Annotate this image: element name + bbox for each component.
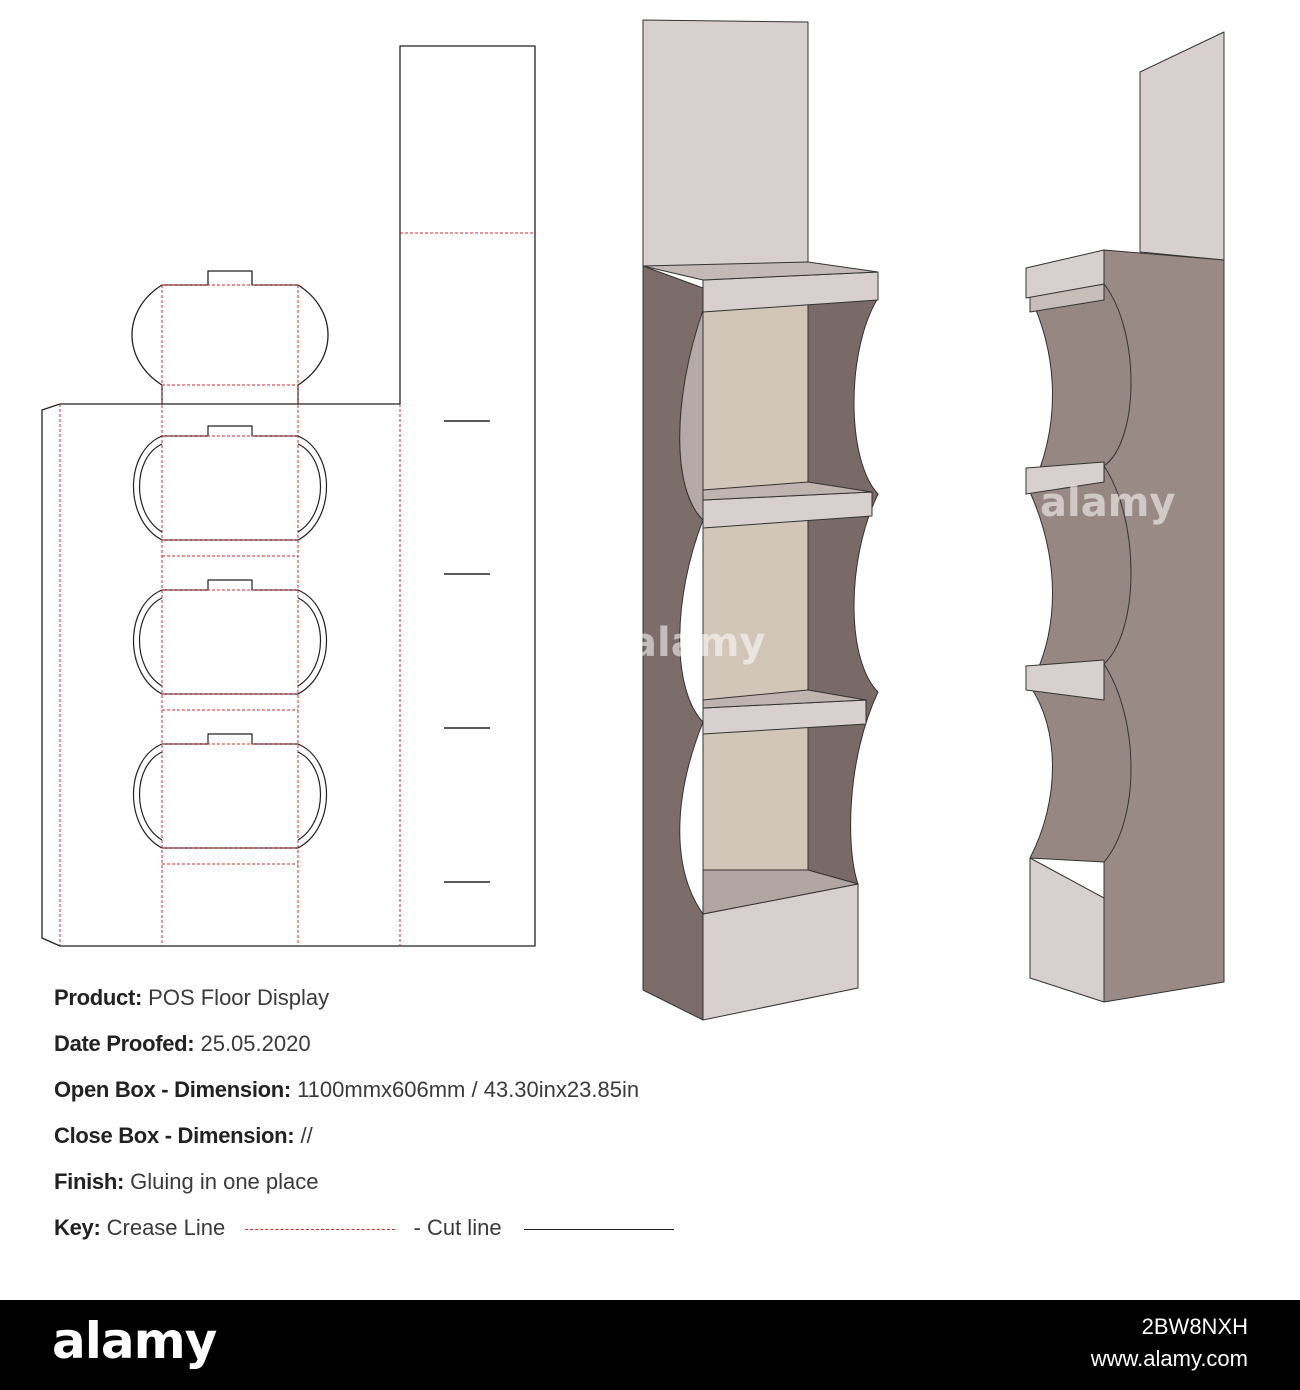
spec-key-label: Key:: [54, 1215, 101, 1240]
front-3d-view: [643, 20, 878, 1020]
spec-close-value: //: [300, 1123, 313, 1148]
spec-date: [54, 1031, 311, 1065]
footer-bar: [0, 1300, 1300, 1390]
spec-finish: [54, 1169, 319, 1203]
back-3d-view: [1026, 32, 1224, 1002]
flat-dieline: [42, 46, 535, 946]
key-crease-text: Crease Line: [106, 1215, 226, 1240]
key-crease-line-sample: [245, 1229, 395, 1230]
spec-date-label: Date Proofed:: [54, 1031, 195, 1056]
front-back-panel: [703, 272, 808, 914]
footer-logo: alamy: [52, 1312, 217, 1370]
back-inner-panel: [1030, 284, 1131, 862]
watermark-right: alamy: [1040, 480, 1176, 526]
key-cut-text: - Cut line: [413, 1215, 502, 1240]
key-cut-line-sample: [524, 1229, 674, 1230]
footer-image-id: 2BW8NXH: [1141, 1314, 1248, 1339]
watermark-left: alamy: [630, 620, 766, 666]
spec-close-box: [54, 1123, 313, 1157]
dieline-outer-cut: [42, 46, 535, 946]
back-base-box: [1030, 858, 1104, 1002]
spec-product: [54, 985, 329, 1019]
spec-product-value: POS Floor Display: [148, 985, 330, 1010]
spec-finish-label: Finish:: [54, 1169, 125, 1194]
spec-close-label: Close Box - Dimension:: [54, 1123, 295, 1148]
spec-product-label: Product:: [54, 985, 143, 1010]
spec-date-value: 25.05.2020: [200, 1031, 311, 1056]
front-header-panel: [643, 20, 808, 271]
spec-open-value: 1100mmx606mm / 43.30inx23.85in: [297, 1077, 640, 1102]
footer-site: www.alamy.com: [1090, 1346, 1248, 1371]
slot-marks: [444, 421, 490, 882]
back-header-panel: [1140, 32, 1224, 260]
spec-key: [54, 1215, 674, 1249]
top-flap-cut: [132, 271, 328, 404]
spec-open-label: Open Box - Dimension:: [54, 1077, 291, 1102]
spec-open-box: [54, 1077, 639, 1111]
spec-finish-value: Gluing in one place: [130, 1169, 319, 1194]
front-right-side: [808, 272, 878, 884]
